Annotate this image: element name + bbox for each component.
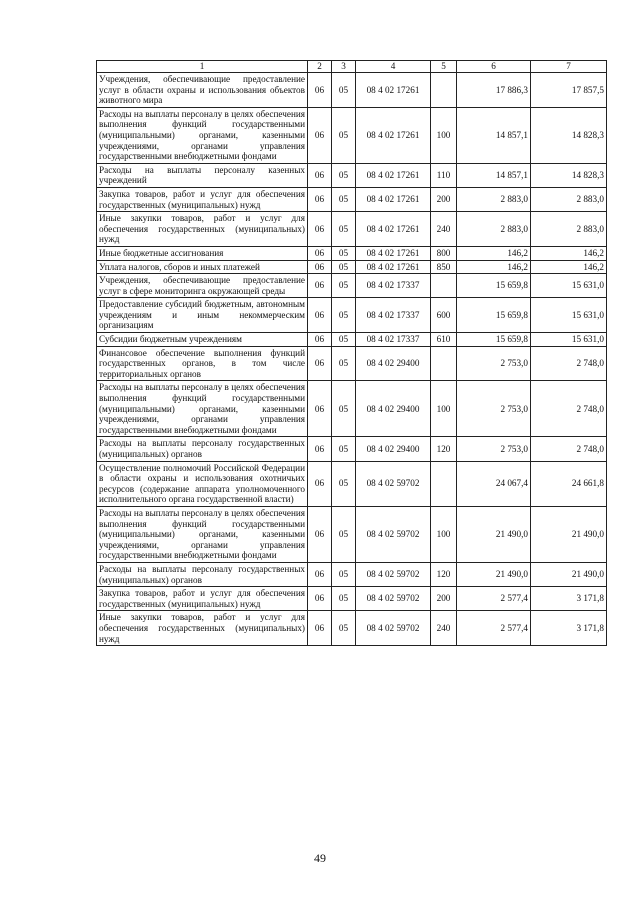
row-target-article: 08 4 02 29400 <box>356 381 431 437</box>
row-expense-type <box>431 346 457 381</box>
row-expense-type: 200 <box>431 187 457 211</box>
row-target-article: 08 4 02 59702 <box>356 587 431 611</box>
row-name: Расходы на выплаты персоналу казенных учреждений <box>97 163 308 187</box>
row-section: 06 <box>308 73 332 108</box>
row-amount-year-1: 21 490,0 <box>457 562 531 586</box>
row-name: Иные закупки товаров, работ и услуг для обеспечения государственных (муниципальных) нужд <box>97 212 308 247</box>
row-target-article: 08 4 02 59702 <box>356 562 431 586</box>
table-row <box>97 298 607 333</box>
row-target-article: 08 4 02 17261 <box>356 187 431 211</box>
row-subsection: 05 <box>332 381 356 437</box>
row-amount-year-1: 146,2 <box>457 246 531 260</box>
row-expense-type: 100 <box>431 107 457 163</box>
row-subsection: 05 <box>332 587 356 611</box>
row-amount-year-1: 2 753,0 <box>457 381 531 437</box>
row-amount-year-1: 14 857,1 <box>457 107 531 163</box>
row-amount-year-2: 146,2 <box>531 246 607 260</box>
row-amount-year-1: 2 753,0 <box>457 437 531 461</box>
row-target-article: 08 4 02 59702 <box>356 611 431 646</box>
row-amount-year-2: 146,2 <box>531 260 607 274</box>
row-name: Расходы на выплаты персоналу в целях обеспечения выполнения функций государственными (муниципальными) органами, казенными учреждениями, органами управления государственными внебюджетными фондами <box>97 107 308 163</box>
row-subsection: 05 <box>332 346 356 381</box>
table-row <box>97 611 607 646</box>
row-subsection: 05 <box>332 274 356 298</box>
row-target-article: 08 4 02 29400 <box>356 346 431 381</box>
table-row <box>97 333 607 347</box>
row-section: 06 <box>308 611 332 646</box>
row-section: 06 <box>308 587 332 611</box>
row-amount-year-1: 15 659,8 <box>457 333 531 347</box>
row-expense-type: 610 <box>431 333 457 347</box>
row-subsection: 05 <box>332 611 356 646</box>
row-amount-year-1: 146,2 <box>457 260 531 274</box>
row-amount-year-2: 15 631,0 <box>531 274 607 298</box>
table-row <box>97 246 607 260</box>
row-amount-year-2: 24 661,8 <box>531 461 607 506</box>
row-subsection: 05 <box>332 73 356 108</box>
row-amount-year-1: 2 577,4 <box>457 587 531 611</box>
row-amount-year-2: 21 490,0 <box>531 506 607 562</box>
row-name: Расходы на выплаты персоналу в целях обеспечения выполнения функций государственными (муниципальными) органами, казенными учреждениями, органами управления государственными внебюджетными фондами <box>97 381 308 437</box>
table-row <box>97 437 607 461</box>
row-section: 06 <box>308 298 332 333</box>
row-amount-year-1: 2 883,0 <box>457 212 531 247</box>
row-amount-year-1: 2 883,0 <box>457 187 531 211</box>
table-row <box>97 73 607 108</box>
column-header-amount-year-1: 6 <box>457 61 531 73</box>
budget-table <box>96 60 607 646</box>
row-name: Уплата налогов, сборов и иных платежей <box>97 260 308 274</box>
row-subsection: 05 <box>332 107 356 163</box>
row-target-article: 08 4 02 17337 <box>356 274 431 298</box>
row-name: Расходы на выплаты персоналу государственных (муниципальных) органов <box>97 437 308 461</box>
row-amount-year-2: 3 171,8 <box>531 611 607 646</box>
table-row <box>97 163 607 187</box>
row-amount-year-1: 21 490,0 <box>457 506 531 562</box>
table-row <box>97 562 607 586</box>
row-name: Закупка товаров, работ и услуг для обеспечения государственных (муниципальных) нужд <box>97 187 308 211</box>
row-subsection: 05 <box>332 187 356 211</box>
row-amount-year-2: 2 748,0 <box>531 437 607 461</box>
row-expense-type: 850 <box>431 260 457 274</box>
row-amount-year-2: 15 631,0 <box>531 298 607 333</box>
row-expense-type: 800 <box>431 246 457 260</box>
row-amount-year-1: 2 753,0 <box>457 346 531 381</box>
row-section: 06 <box>308 274 332 298</box>
row-amount-year-1: 15 659,8 <box>457 298 531 333</box>
row-amount-year-2: 14 828,3 <box>531 163 607 187</box>
row-name: Учреждения, обеспечивающие предоставление услуг в области охраны и использования объектов животного мира <box>97 73 308 108</box>
row-target-article: 08 4 02 29400 <box>356 437 431 461</box>
row-section: 06 <box>308 163 332 187</box>
table-row <box>97 587 607 611</box>
row-amount-year-2: 2 748,0 <box>531 381 607 437</box>
column-header-expense-type: 5 <box>431 61 457 73</box>
row-name: Иные бюджетные ассигнования <box>97 246 308 260</box>
row-name: Расходы на выплаты персоналу в целях обеспечения выполнения функций государственными (муниципальными) органами, казенными учреждениями, органами управления государственными внебюджетными фондами <box>97 506 308 562</box>
row-expense-type <box>431 73 457 108</box>
row-amount-year-2: 14 828,3 <box>531 107 607 163</box>
row-amount-year-2: 15 631,0 <box>531 333 607 347</box>
row-section: 06 <box>308 437 332 461</box>
row-subsection: 05 <box>332 246 356 260</box>
table-row <box>97 506 607 562</box>
table-row <box>97 187 607 211</box>
table-row <box>97 346 607 381</box>
row-subsection: 05 <box>332 437 356 461</box>
row-amount-year-2: 21 490,0 <box>531 562 607 586</box>
row-expense-type: 240 <box>431 212 457 247</box>
row-name: Учреждения, обеспечивающие предоставление услуг в сфере мониторинга окружающей среды <box>97 274 308 298</box>
table-row <box>97 107 607 163</box>
row-target-article: 08 4 02 17261 <box>356 107 431 163</box>
row-section: 06 <box>308 506 332 562</box>
page-number: 49 <box>314 851 326 865</box>
column-header-name: 1 <box>97 61 308 73</box>
table-row <box>97 212 607 247</box>
row-expense-type <box>431 461 457 506</box>
table-row <box>97 274 607 298</box>
row-name: Осуществление полномочий Российской Федерации в области охраны и использования охотничьих ресурсов (содержание аппарата уполномоченного исполнительного органа государственной власти) <box>97 461 308 506</box>
header-row <box>97 61 607 73</box>
row-expense-type: 600 <box>431 298 457 333</box>
row-target-article: 08 4 02 59702 <box>356 506 431 562</box>
row-section: 06 <box>308 381 332 437</box>
row-target-article: 08 4 02 17261 <box>356 163 431 187</box>
row-subsection: 05 <box>332 212 356 247</box>
row-name: Финансовое обеспечение выполнения функций государственных органов, в том числе территориальных органов <box>97 346 308 381</box>
row-expense-type: 240 <box>431 611 457 646</box>
row-target-article: 08 4 02 17261 <box>356 212 431 247</box>
row-subsection: 05 <box>332 506 356 562</box>
row-subsection: 05 <box>332 298 356 333</box>
column-header-amount-year-2: 7 <box>531 61 607 73</box>
table-row <box>97 461 607 506</box>
row-target-article: 08 4 02 17261 <box>356 246 431 260</box>
row-section: 06 <box>308 107 332 163</box>
row-section: 06 <box>308 187 332 211</box>
table-row <box>97 260 607 274</box>
row-name: Иные закупки товаров, работ и услуг для обеспечения государственных (муниципальных) нужд <box>97 611 308 646</box>
row-expense-type <box>431 274 457 298</box>
row-section: 06 <box>308 461 332 506</box>
row-name: Субсидии бюджетным учреждениям <box>97 333 308 347</box>
row-section: 06 <box>308 246 332 260</box>
row-subsection: 05 <box>332 562 356 586</box>
row-target-article: 08 4 02 17337 <box>356 333 431 347</box>
row-amount-year-2: 2 883,0 <box>531 212 607 247</box>
row-section: 06 <box>308 212 332 247</box>
row-name: Предоставление субсидий бюджетным, автономным учреждениям и иным некоммерческим организациям <box>97 298 308 333</box>
row-expense-type: 100 <box>431 381 457 437</box>
row-amount-year-1: 15 659,8 <box>457 274 531 298</box>
table-row <box>97 381 607 437</box>
row-name: Закупка товаров, работ и услуг для обеспечения государственных (муниципальных) нужд <box>97 587 308 611</box>
row-name: Расходы на выплаты персоналу государственных (муниципальных) органов <box>97 562 308 586</box>
column-header-section: 2 <box>308 61 332 73</box>
row-subsection: 05 <box>332 333 356 347</box>
row-subsection: 05 <box>332 260 356 274</box>
row-expense-type: 120 <box>431 437 457 461</box>
row-amount-year-2: 2 883,0 <box>531 187 607 211</box>
row-target-article: 08 4 02 17261 <box>356 73 431 108</box>
row-subsection: 05 <box>332 461 356 506</box>
row-expense-type: 100 <box>431 506 457 562</box>
column-header-subsection: 3 <box>332 61 356 73</box>
row-section: 06 <box>308 346 332 381</box>
row-target-article: 08 4 02 59702 <box>356 461 431 506</box>
row-amount-year-1: 2 577,4 <box>457 611 531 646</box>
row-expense-type: 110 <box>431 163 457 187</box>
row-amount-year-1: 24 067,4 <box>457 461 531 506</box>
row-expense-type: 200 <box>431 587 457 611</box>
row-amount-year-1: 17 886,3 <box>457 73 531 108</box>
row-amount-year-1: 14 857,1 <box>457 163 531 187</box>
row-expense-type: 120 <box>431 562 457 586</box>
row-section: 06 <box>308 562 332 586</box>
row-amount-year-2: 3 171,8 <box>531 587 607 611</box>
row-section: 06 <box>308 260 332 274</box>
row-target-article: 08 4 02 17337 <box>356 298 431 333</box>
row-section: 06 <box>308 333 332 347</box>
row-amount-year-2: 17 857,5 <box>531 73 607 108</box>
row-subsection: 05 <box>332 163 356 187</box>
column-header-target-article: 4 <box>356 61 431 73</box>
row-amount-year-2: 2 748,0 <box>531 346 607 381</box>
row-target-article: 08 4 02 17261 <box>356 260 431 274</box>
